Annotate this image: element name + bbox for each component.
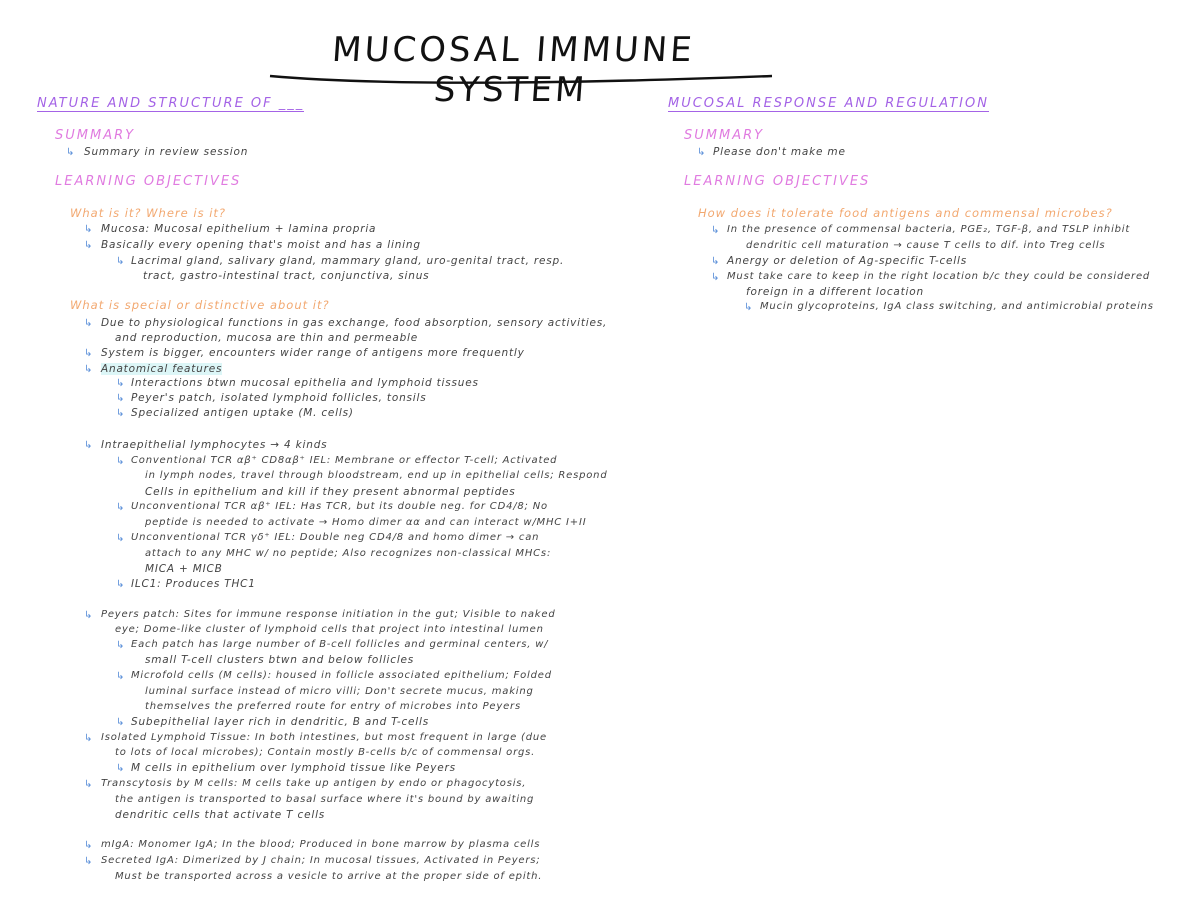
note-line: Must be transported across a vesicle to arrive at the proper side of epith. — [115, 871, 543, 882]
note-line: eye; Dome-like cluster of lymphoid cells that project into intestinal lumen — [115, 624, 544, 635]
note-line: themselves the preferred route for entry of microbes into Peyers — [145, 701, 521, 712]
arrow-icon: ↳ — [116, 533, 125, 544]
arrow-icon: ↳ — [116, 763, 125, 774]
right-summary-text: Please don't make me — [713, 146, 846, 158]
arrow-icon: ↳ — [84, 779, 93, 790]
arrow-icon: ↳ — [116, 502, 125, 513]
note-line: Specialized antigen uptake (M. cells) — [131, 407, 354, 419]
note-line: Secreted IgA: Dimerized by J chain; In mucosal tissues, Activated in Peyers; — [101, 855, 541, 866]
note-line: mIgA: Monomer IgA; In the blood; Produced in bone marrow by plasma cells — [101, 839, 541, 850]
arrow-icon: ↳ — [66, 147, 75, 158]
note-line: Lacrimal gland, salivary gland, mammary gland, uro-genital tract, resp. — [131, 255, 565, 267]
note-line: In the presence of commensal bacteria, PGE₂, TGF-β, and TSLP inhibit — [727, 224, 1131, 235]
page-title: MUCOSAL IMMUNE SYSTEM — [330, 30, 697, 110]
note-line: Intraepithelial lymphocytes → 4 kinds — [101, 439, 328, 451]
arrow-icon: ↳ — [84, 240, 93, 251]
arrow-icon: ↳ — [116, 393, 125, 404]
note-line: small T-cell clusters btwn and below follicles — [145, 654, 415, 666]
note-line: Interactions btwn mucosal epithelia and lymphoid tissues — [131, 377, 479, 389]
note-line: attach to any MHC w/ no peptide; Also recognizes non-classical MHCs: — [145, 548, 552, 559]
arrow-icon: ↳ — [84, 856, 93, 867]
note-line: Unconventional TCR γδ⁺ IEL: Double neg CD4/8 and homo dimer → can — [131, 532, 540, 543]
left-summary-text: Summary in review session — [84, 146, 249, 158]
arrow-icon: ↳ — [116, 671, 125, 682]
arrow-icon: ↳ — [116, 378, 125, 389]
arrow-icon: ↳ — [84, 440, 93, 451]
arrow-icon: ↳ — [116, 579, 125, 590]
right-question-1: How does it tolerate food antigens and commensal microbes? — [698, 206, 1113, 220]
note-line: Peyers patch: Sites for immune response initiation in the gut; Visible to naked — [101, 609, 556, 620]
left-section-heading: NATURE AND STRUCTURE OF ___ — [37, 96, 305, 111]
right-objectives-label: LEARNING OBJECTIVES — [684, 174, 871, 189]
note-line: to lots of local microbes); Contain mostly B-cells b/c of commensal orgs. — [115, 747, 536, 758]
note-line: Transcytosis by M cells: M cells take up antigen by endo or phagocytosis, — [101, 778, 527, 789]
arrow-icon: ↳ — [116, 717, 125, 728]
note-line: MICA + MICB — [145, 563, 223, 575]
arrow-icon: ↳ — [84, 733, 93, 744]
note-line: foreign in a different location — [746, 286, 924, 298]
arrow-icon: ↳ — [84, 840, 93, 851]
arrow-icon: ↳ — [116, 256, 125, 267]
note-line: luminal surface instead of micro villi; Don't secrete mucus, making — [145, 686, 534, 697]
note-line: in lymph nodes, travel through bloodstream, end up in epithelial cells; Respond — [145, 470, 608, 481]
note-line: dendritic cells that activate T cells — [115, 809, 326, 821]
note-line: and reproduction, mucosa are thin and permeable — [115, 332, 419, 344]
arrow-icon: ↳ — [84, 318, 93, 329]
right-section-heading: MUCOSAL RESPONSE AND REGULATION — [668, 96, 989, 111]
arrow-icon: ↳ — [84, 224, 93, 235]
note-line: tract, gastro-intestinal tract, conjunctiva, sinus — [143, 270, 430, 282]
arrow-icon: ↳ — [697, 147, 706, 158]
note-line: Anatomical features — [101, 363, 223, 375]
arrow-icon: ↳ — [84, 610, 93, 621]
note-line: Conventional TCR αβ⁺ CD8αβ⁺ IEL: Membrane or effector T-cell; Activated — [131, 455, 558, 466]
note-line: Isolated Lymphoid Tissue: In both intestines, but most frequent in large (due — [101, 732, 547, 743]
note-line: Peyer's patch, isolated lymphoid follicles, tonsils — [131, 392, 427, 404]
note-line: the antigen is transported to basal surface where it's bound by awaiting — [115, 794, 535, 805]
note-line: peptide is needed to activate → Homo dimer αα and can interact w/MHC I+II — [145, 517, 587, 528]
note-line: Must take care to keep in the right location b/c they could be considered — [727, 271, 1151, 282]
right-summary-label: SUMMARY — [684, 128, 765, 143]
note-line: Each patch has large number of B-cell follicles and germinal centers, w/ — [131, 639, 549, 650]
arrow-icon: ↳ — [711, 225, 720, 236]
arrow-icon: ↳ — [744, 302, 753, 313]
note-line: Basically every opening that's moist and has a lining — [101, 239, 421, 251]
arrow-icon: ↳ — [84, 348, 93, 359]
arrow-icon: ↳ — [711, 256, 720, 267]
note-line: Subepithelial layer rich in dendritic, B and T-cells — [131, 716, 430, 728]
left-summary-label: SUMMARY — [55, 128, 136, 143]
arrow-icon: ↳ — [116, 640, 125, 651]
note-line: Mucin glycoproteins, IgA class switching, and antimicrobial proteins — [760, 301, 1154, 312]
note-line: ILC1: Produces THC1 — [131, 578, 256, 590]
left-question-1: What is it? Where is it? — [70, 206, 227, 220]
left-question-2: What is special or distinctive about it? — [70, 298, 330, 312]
arrow-icon: ↳ — [116, 456, 125, 467]
arrow-icon: ↳ — [84, 364, 93, 375]
note-line: Cells in epithelium and kill if they present abnormal peptides — [145, 486, 516, 498]
arrow-icon: ↳ — [116, 408, 125, 419]
title-underline — [262, 70, 782, 90]
note-line: System is bigger, encounters wider range of antigens more frequently — [101, 347, 525, 359]
note-line: dendritic cell maturation → cause T cells to dif. into Treg cells — [746, 240, 1106, 251]
note-line: Anergy or deletion of Ag-specific T-cells — [727, 255, 968, 267]
note-line: Microfold cells (M cells): housed in follicle associated epithelium; Folded — [131, 670, 552, 681]
left-objectives-label: LEARNING OBJECTIVES — [55, 174, 242, 189]
note-line: M cells in epithelium over lymphoid tissue like Peyers — [131, 762, 456, 774]
arrow-icon: ↳ — [711, 272, 720, 283]
note-line: Unconventional TCR αβ⁺ IEL: Has TCR, but its double neg. for CD4/8; No — [131, 501, 548, 512]
note-line: Due to physiological functions in gas exchange, food absorption, sensory activities, — [101, 317, 608, 329]
note-line: Mucosa: Mucosal epithelium + lamina propria — [101, 223, 377, 235]
